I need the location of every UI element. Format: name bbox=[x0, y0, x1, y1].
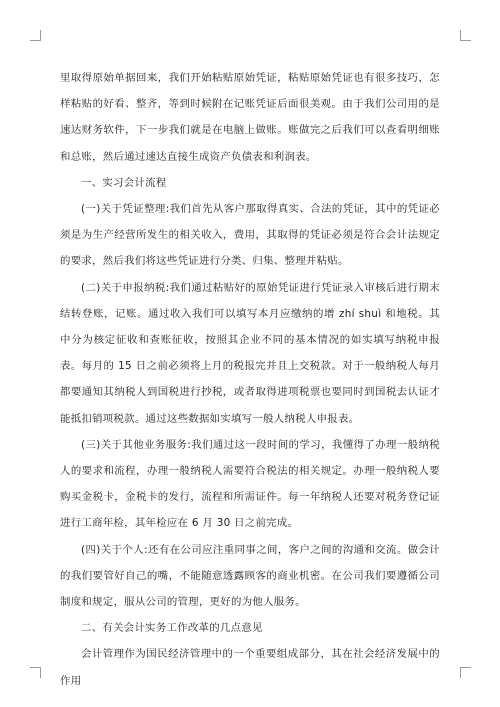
paragraph-voucher-organizing: (一)关于凭证整理:我们首先从客户那取得真实、合法的凭证，其中的凭证必须是为生产经营所发生的相关收入，费用，其取得的凭证必须是符合会计法规定的要求，然后我们将这些凭证进行分类、归集、整理并粘贴。 bbox=[60, 203, 440, 268]
document-body bbox=[60, 65, 440, 694]
paragraph-accounting-management: 会计管理作为国民经济管理中的一个重要组成部分，其在社会经济发展中的作用 bbox=[60, 648, 440, 687]
paragraph-tax-filing: (二)关于申报纳税:我们通过粘贴好的原始凭证进行凭证录入审核后进行期末结转登账，记账。通过收入我们可以填写本月应缴纳的增 zhí shuì 和地税。其中分为核定征收和查账征收，按照其企业不同的基本情况的如实填写纳税申报表。每月的 15 日之前必须将上月的税报完并且上交税款。对于一般纳税人每月都要通知其纳税人到国税进行抄税，或者取得进项税票也要同时到国税去认证才能抵扣销项税款。通过这些数据如实填写一般人纳税人申报表。 bbox=[60, 281, 440, 425]
crop-mark-top-left bbox=[30, 30, 41, 41]
crop-mark-top-right bbox=[460, 30, 471, 41]
crop-mark-bottom-right bbox=[460, 667, 471, 678]
heading-accounting-process: 一、实习会计流程 bbox=[81, 176, 167, 189]
crop-mark-bottom-left bbox=[30, 667, 41, 678]
paragraph-other-services: (三)关于其他业务服务:我们通过这一段时间的学习，我懂得了办理一般纳税人的要求和流程，办理一般纳税人需要符合税法的相关规定。办理一般纳税人要购买金税卡，金税卡的发行，流程和所需证件。每一年纳税人还要对税务登记证进行工商年检，其年检应在 6 月 30 日之前完成。 bbox=[60, 438, 440, 530]
paragraph-personal: (四)关于个人:还有在公司应注重同事之间，客户之间的沟通和交流。做会计的我们要管好自己的嘴，不能随意透露顾客的商业机密。在公司我们要遵循公司制度和规定，服从公司的管理，更好的为他人服务。 bbox=[60, 543, 440, 609]
paragraph-intro: 里取得原始单据回来，我们开始粘贴原始凭证，粘贴原始凭证也有很多技巧，怎样粘贴的好看、整齐，等到时候附在记账凭证后面很美观。由于我们公司用的是速达财务软件，下一步我们就是在电脑上做账。账做完之后我们可以查看明细账和总账，然后通过速达直接生成资产负债表和利润表。 bbox=[60, 72, 440, 163]
heading-reform-opinions: 二、有关会计实务工作改革的几点意见 bbox=[81, 622, 263, 635]
